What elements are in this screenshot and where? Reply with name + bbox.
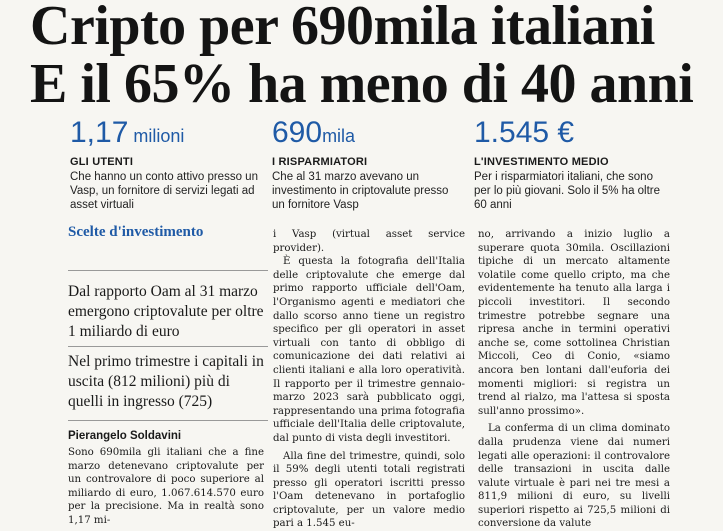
stat-savers-description: Che al 31 marzo avevano un investimento in criptovalute presso un fornitore Vasp [272, 170, 464, 212]
divider-top [68, 270, 268, 271]
article-column-2 [273, 228, 465, 531]
col2-paragraph-2: È questa la fotografia dell'Italia delle criptovalute che emerge dal primo rapporto ufficiale dell'Oam, l'Organismo agenti e mediatori che dallo scorso anno tiene un registro specifico per gli operatori in asset virtuali con tanto di obbligo di comunicazione dei dati relativi ai clienti italiani e alla loro operatività. Il rapporto per il trimestre gennaio-marzo 2023 sarà pubblicato oggi, rappresentando una prima fotografia ufficiale dell'Italia delle criptovalute, dal punto di vista degli investitori. [273, 255, 465, 445]
stat-users-description: Che hanno un conto attivo presso un Vasp, un fornitore di servizi legati ad asset virtuali [70, 170, 270, 212]
summary-1: Dal rapporto Oam al 31 marzo emergono criptovalute per oltre 1 miliardo di euro [68, 282, 268, 342]
byline: Pierangelo Soldavini [68, 430, 181, 442]
stat-average-heading: L'INVESTIMENTO MEDIO [474, 156, 664, 168]
stat-savers-heading: I RISPARMIATORI [272, 156, 464, 168]
col3-paragraph-2: La conferma di un clima dominato dalla prudenza viene dai numeri legati alle operazioni: il controvalore delle transazioni in uscita dalle valute virtuale è pari nei tre mesi a 811,9 milioni di euro, su livelli superiori rispetto ai 725,5 milioni di conversione da valute [478, 422, 670, 531]
stat-savers [272, 116, 464, 212]
headline-line-1: Cripto per 690mila italiani [30, 0, 655, 58]
col2-paragraph-3: Alla fine del trimestre, quindi, solo il 59% degli utenti totali registrati presso gli operatori iscritti presso l'Oam detenevano in portafoglio criptovalute, per un valore medio pari a 1.545 eu- [273, 450, 465, 531]
col3-paragraph-1: no, arrivando a inizio luglio a superare quota 30mila. Oscillazioni tipiche di un mercato altamente volatile come quello cripto, ma che evidentemente ha tenuto alla larga i piccoli investitori. Il secondo trimestre potrebbe segnare una ripresa anche in termini operativi anche se, come sottolinea Christian Miccoli, Ceo di Conio, «siamo ancora ben lontani dall'euforia dei momenti migliori: si registra un trend al rialzo, ma l'attesa si sposta sull'anno prossimo». [478, 228, 670, 418]
col2-paragraph-1: i Vasp (virtual asset service provider). [273, 228, 465, 255]
stat-average-number: 1.545 € [474, 116, 664, 150]
stat-users [70, 116, 270, 212]
divider-bottom [68, 420, 268, 421]
stat-average-investment [474, 116, 664, 212]
stat-users-heading: GLI UTENTI [70, 156, 270, 168]
article-column-1 [68, 446, 264, 528]
stat-savers-number: 690mila [272, 116, 464, 150]
summary-2: Nel primo trimestre i capitali in uscita (812 milioni) più di quelli in ingresso (725) [68, 352, 268, 412]
col1-paragraph: Sono 690mila gli italiani che a fine marzo detenevano criptovalute per un controvalore di poco superiore al miliardo di euro, 1.067.614.570 euro per la precisione. Ma in realtà sono 1,17 mi- [68, 446, 264, 528]
divider-middle [68, 346, 268, 347]
section-title: Scelte d'investimento [68, 224, 203, 241]
stat-users-number: 1,17 milioni [70, 116, 270, 150]
stat-average-description: Per i risparmiatori italiani, che sono per lo più giovani. Solo il 5% ha oltre 60 anni [474, 170, 664, 212]
headline-line-2: E il 65% ha meno di 40 anni [30, 52, 693, 116]
article-column-3 [478, 228, 670, 531]
